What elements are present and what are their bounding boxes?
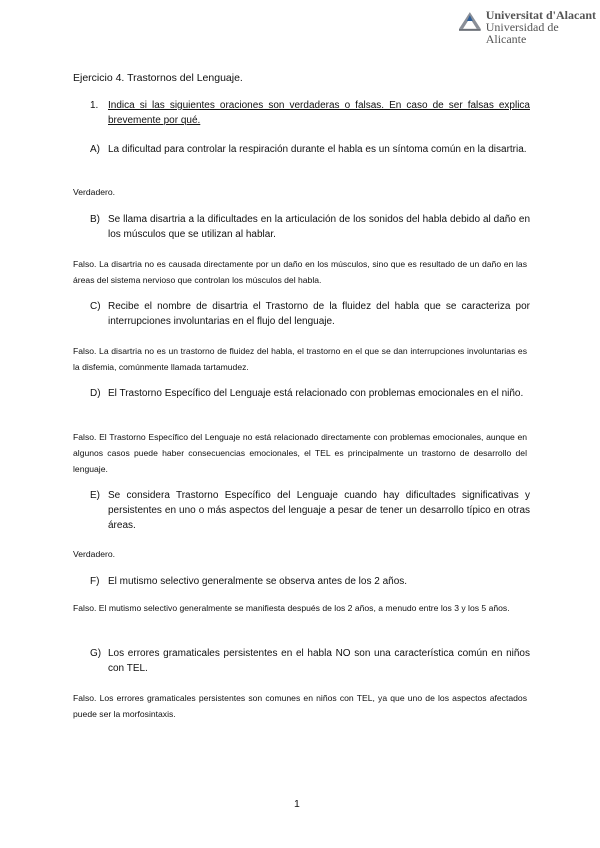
university-logo: [459, 9, 600, 45]
statement-label: G): [90, 648, 102, 659]
statement-d: [90, 386, 530, 401]
exercise-title: Ejercicio 4. Trastornos del Lenguaje.: [73, 72, 243, 84]
answer-a: Verdadero.: [73, 187, 116, 197]
statement-e: [90, 488, 530, 533]
statement-text: La dificultad para controlar la respiración durante el habla es un síntoma común en la disartria.: [108, 144, 527, 155]
logo-name-spanish: Universidad de Alicante: [485, 20, 559, 46]
statement-text: Se llama disartria a la dificultades en la articulación de los sonidos del habla debido al daño en los músculos que se utilizan al hablar.: [108, 214, 530, 240]
answer-b: Falso. La disartria no es causada directamente por un daño en los músculos, sino que es resultado de un daño en las áreas del sistema nervioso que controlan los músculos del habla.: [73, 259, 527, 285]
page-number: 1: [294, 798, 300, 810]
statement-text: Recibe el nombre de disartria el Trastorno de la fluidez del habla que se caracteriza por interrupciones involuntarias en el flujo del lenguaje.: [108, 301, 530, 327]
statement-text: Los errores gramaticales persistentes en el habla NO son una característica común en niños con TEL.: [108, 648, 530, 674]
statement-a: [90, 142, 530, 157]
university-tower-icon: [459, 9, 481, 31]
statement-label: E): [90, 490, 100, 501]
logo-name-valencian: Universitat d'Alacant: [485, 8, 597, 22]
statement-c: [90, 299, 530, 329]
statement-text: El mutismo selectivo generalmente se observa antes de los 2 años.: [108, 576, 408, 587]
answer-c: Falso. La disartria no es un trastorno de fluidez del habla, el trastorno en el que se dan interrupciones involuntarias es la disfemia, comúnmente llamada tartamudez.: [73, 346, 527, 372]
statement-label: D): [90, 388, 101, 399]
instruction-number: 1.: [90, 100, 99, 111]
statement-label: C): [90, 301, 101, 312]
statement-g: [90, 646, 530, 676]
instruction-item: [90, 98, 530, 128]
statement-text: Se considera Trastorno Específico del Lenguaje cuando hay dificultades significativas y persistentes en uno o más aspectos del lenguaje a pesar de tener un desarrollo típico en otras áreas.: [108, 490, 530, 531]
statement-text: El Trastorno Específico del Lenguaje está relacionado con problemas emocionales en el niño.: [108, 388, 524, 399]
answer-f: Falso. El mutismo selectivo generalmente se manifiesta después de los 2 años, a menudo entre los 3 y los 5 años.: [73, 603, 510, 613]
statement-label: A): [90, 144, 100, 155]
answer-d: Falso. El Trastorno Específico del Lenguaje no está relacionado directamente con problemas emocionales, aunque en algunos casos puede haber consecuencias emocionales, el TEL es principalmente un trastorno de desarrollo del lenguaje.: [73, 432, 527, 474]
instruction-text: Indica si las siguientes oraciones son verdaderas o falsas. En caso de ser falsas explica brevemente por qué.: [108, 100, 530, 126]
statement-label: F): [90, 576, 100, 587]
statement-b: [90, 212, 530, 242]
statement-f: [90, 574, 530, 589]
statement-label: B): [90, 214, 100, 225]
answer-g: Falso. Los errores gramaticales persistentes son comunes en niños con TEL, ya que uno de los aspectos afectados puede ser la morfosintaxis.: [73, 693, 527, 719]
answer-e: Verdadero.: [73, 549, 116, 559]
